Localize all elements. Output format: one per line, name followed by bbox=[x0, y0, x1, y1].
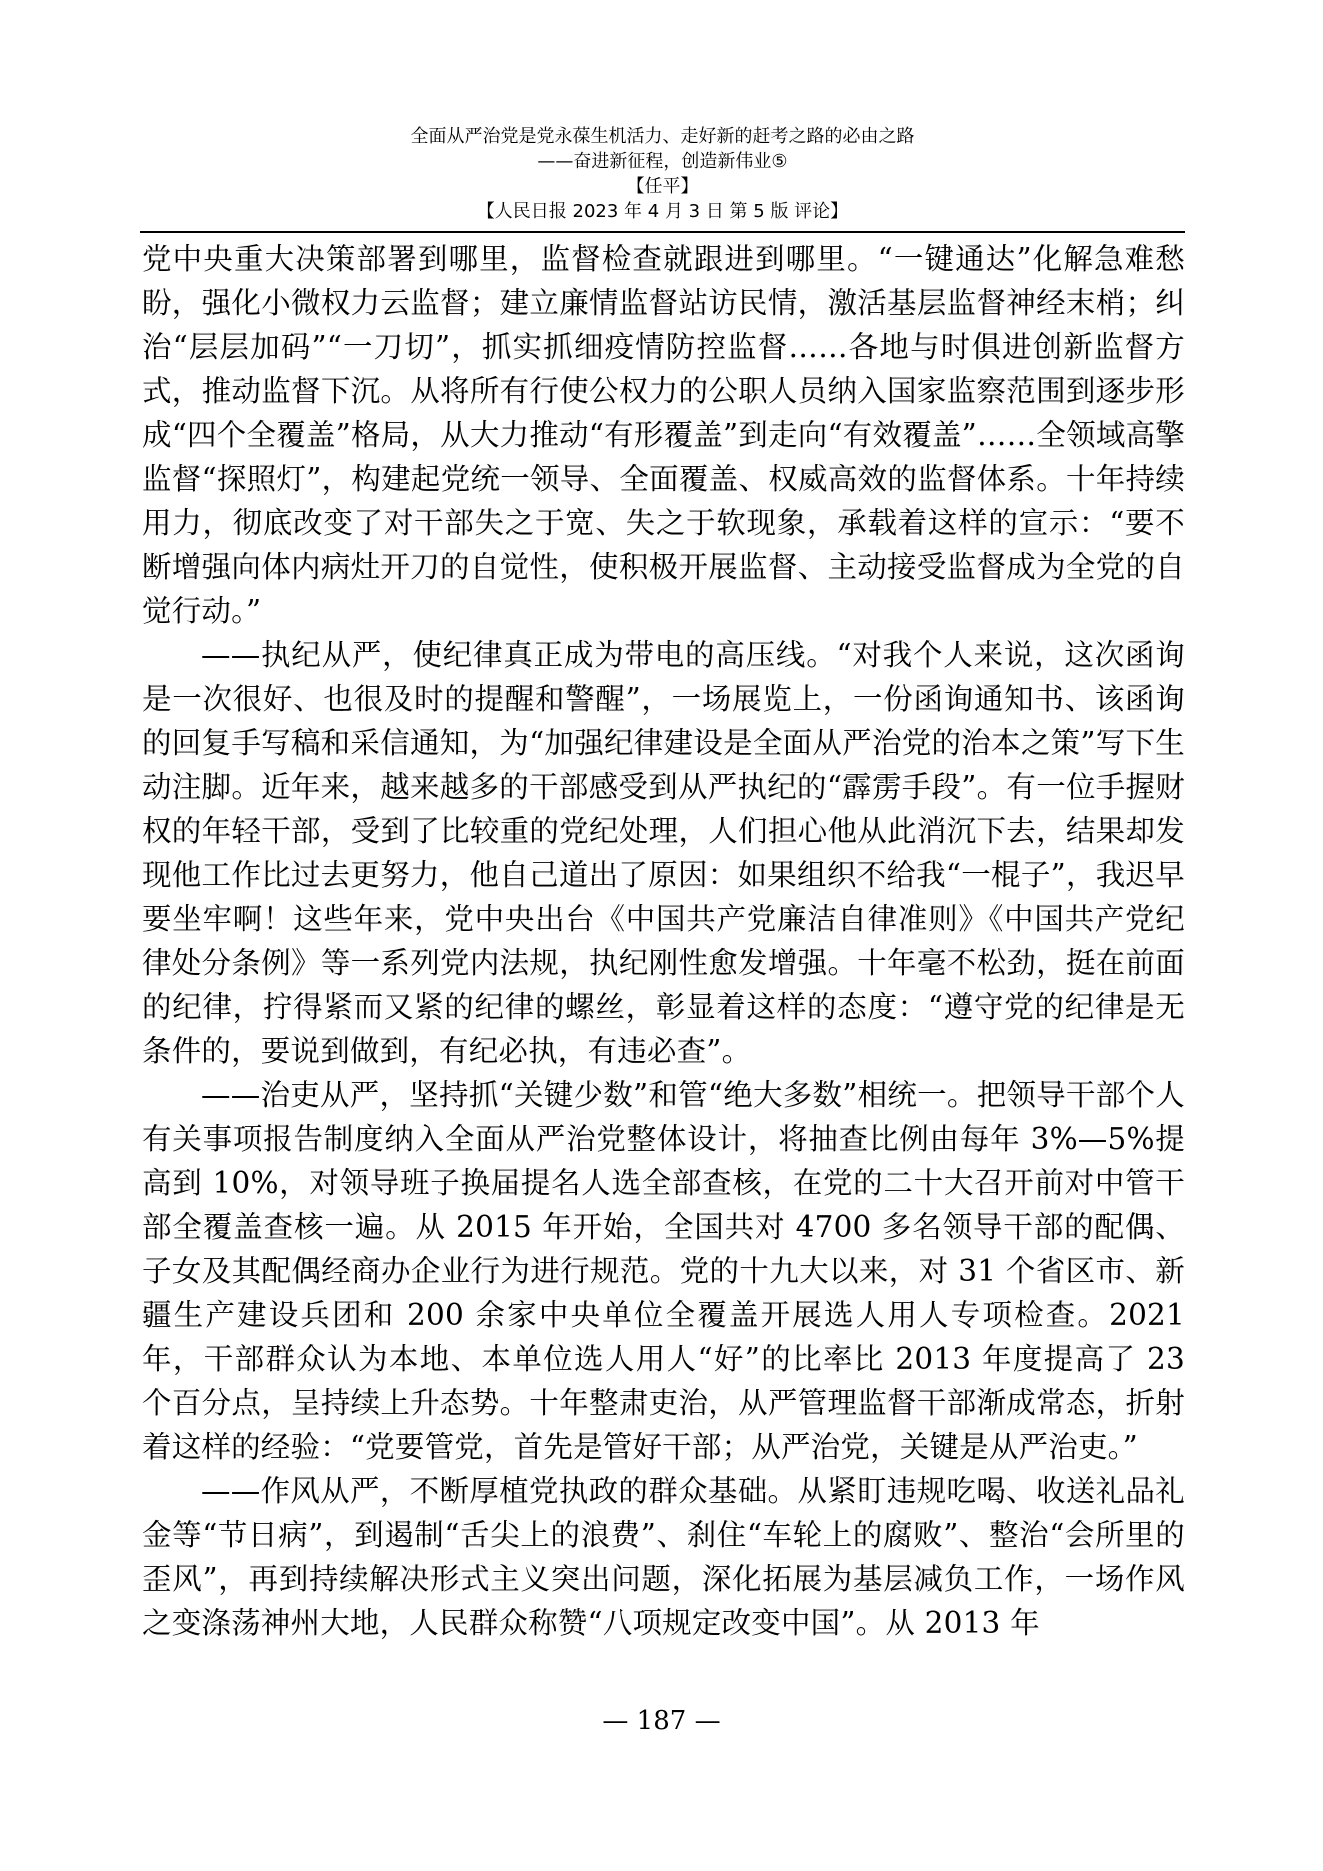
article-subtitle: ——奋进新征程，创造新伟业⑤ bbox=[537, 151, 788, 172]
article-header bbox=[140, 124, 1185, 224]
paragraph-3: ——治吏从严，坚持抓“关键少数”和管“绝大多数”相统一。把领导干部个人有关事项报告制度纳入全面从严治党整体设计，将抽查比例由每年 3%—5%提高到 10%，对领导班子换届提名人选全部查核，在党的二十大召开前对中管干部全覆盖查核一遍。从 2015 年开始，全国共对 4700 多名领导干部的配偶、子女及其配偶经商办企业行为进行规范。党的十九大以来，对 31 个省区市、新疆生产建设兵团和 200 余家中央单位全覆盖开展选人用人专项检查。2021 年，干部群众认为本地、本单位选人用人“好”的比率比 2013 年度提高了 23 个百分点，呈持续上升态势。十年整肃吏治，从严管理监督干部渐成常态，折射着这样的经验：“党要管党，首先是管好干部；从严治党，关键是从严治吏。” bbox=[142, 1078, 1185, 1464]
paragraph-1: 党中央重大决策部署到哪里，监督检查就跟进到哪里。“一键通达”化解急难愁盼，强化小微权力云监督；建立廉情监督站访民情，激活基层监督神经末梢；纠治“层层加码”“一刀切”，抓实抓细疫情防控监督……各地与时俱进创新监督方式，推动监督下沉。从将所有行使公权力的公职人员纳入国家监察范围到逐步形成“四个全覆盖”格局，从大力推动“有形覆盖”到走向“有效覆盖”……全领域高擎监督“探照灯”，构建起党统一领导、全面覆盖、权威高效的监督体系。十年持续用力，彻底改变了对干部失之于宽、失之于软现象，承载着这样的宣示：“要不断增强向体内病灶开刀的自觉性，使积极开展监督、主动接受监督成为全党的自觉行动。” bbox=[142, 242, 1185, 628]
article-source: 【人民日报 2023 年 4 月 3 日 第 5 版 评论】 bbox=[476, 201, 849, 222]
paragraph-2: ——执纪从严，使纪律真正成为带电的高压线。“对我个人来说，这次函询是一次很好、也很及时的提醒和警醒”，一场展览上，一份函询通知书、该函询的回复手写稿和采信通知，为“加强纪律建设是全面从严治党的治本之策”写下生动注脚。近年来，越来越多的干部感受到从严执纪的“霹雳手段”。有一位手握财权的年轻干部，受到了比较重的党纪处理，人们担心他从此消沉下去，结果却发现他工作比过去更努力，他自己道出了原因：如果组织不给我“一棍子”，我迟早要坐牢啊！这些年来，党中央出台《中国共产党廉洁自律准则》《中国共产党纪律处分条例》等一系列党内法规，执纪刚性愈发增强。十年毫不松劲，挺在前面的纪律，拧得紧而又紧的纪律的螺丝，彰显着这样的态度：“遵守党的纪律是无条件的，要说到做到，有纪必执，有违必查”。 bbox=[142, 638, 1185, 1068]
article-title: 全面从严治党是党永葆生机活力、走好新的赶考之路的必由之路 bbox=[410, 126, 915, 147]
article-body bbox=[142, 237, 1185, 1645]
paragraph-4: ——作风从严，不断厚植党执政的群众基础。从紧盯违规吃喝、收送礼品礼金等“节日病”，到遏制“舌尖上的浪费”、刹住“车轮上的腐败”、整治“会所里的歪风”，再到持续解决形式主义突出问题，深化拓展为基层减负工作，一场作风之变涤荡神州大地，人民群众称赞“八项规定改变中国”。从 2013 年 bbox=[142, 1474, 1185, 1640]
page-number: — 187 — bbox=[602, 1706, 721, 1736]
article-author: 【任平】 bbox=[626, 176, 699, 197]
header-divider bbox=[140, 231, 1185, 233]
